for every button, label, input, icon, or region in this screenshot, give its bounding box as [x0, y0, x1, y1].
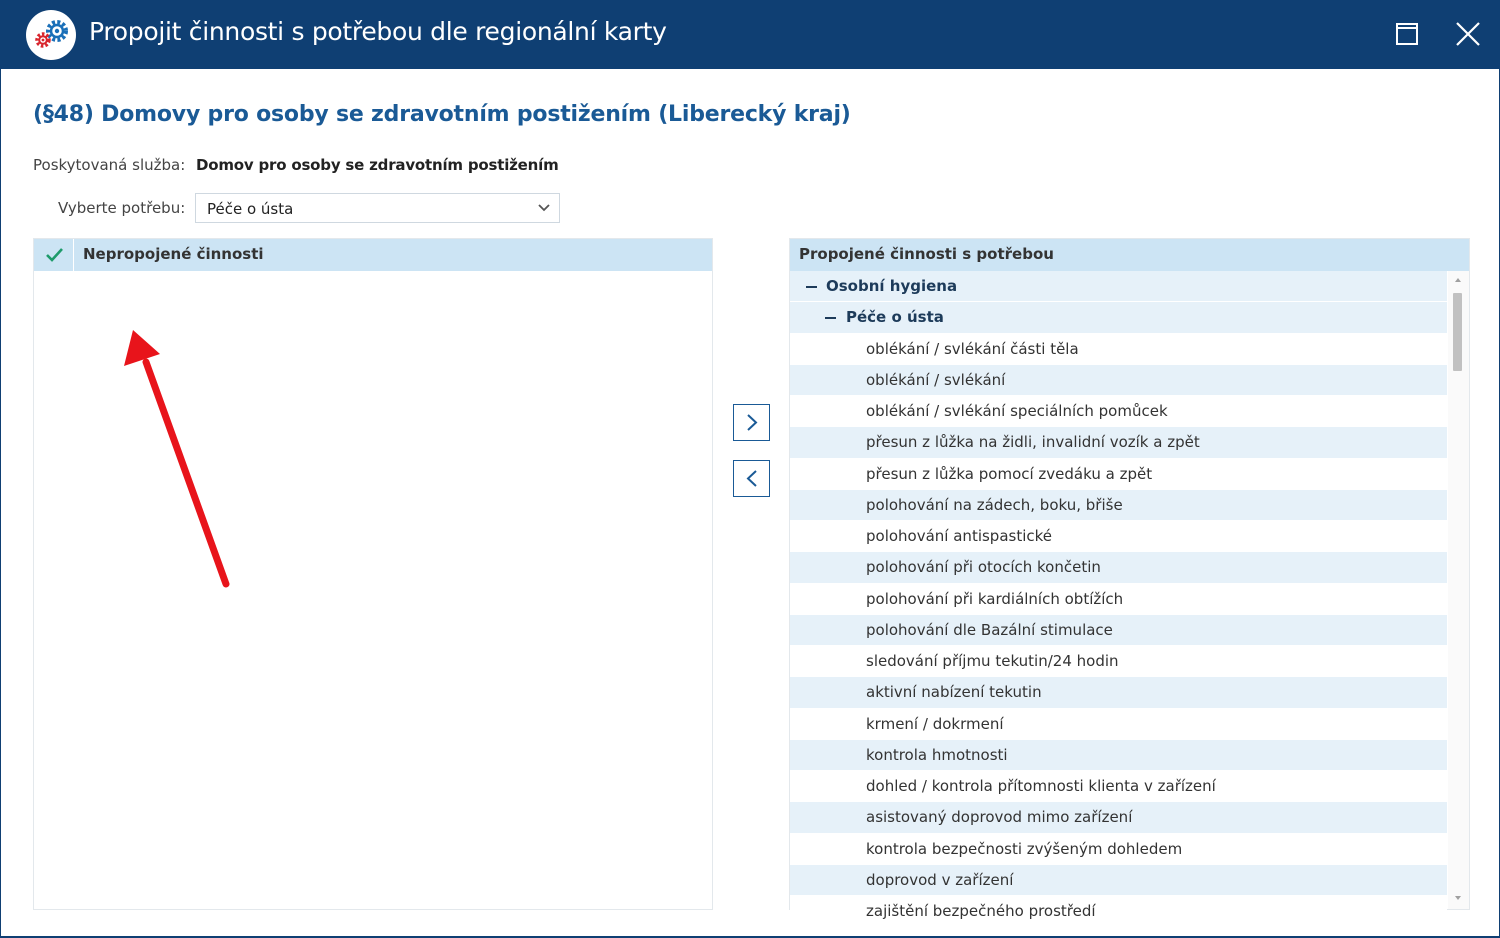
tree-item-label: polohování na zádech, boku, břiše	[866, 495, 1123, 514]
move-left-button[interactable]	[733, 460, 770, 497]
need-select[interactable]	[195, 193, 560, 223]
tree-item-row[interactable]	[790, 615, 1447, 646]
tree-item-row[interactable]	[790, 365, 1447, 396]
maximize-icon	[1390, 16, 1424, 52]
window-title: Propojit činnosti s potřebou dle regionální karty	[89, 17, 667, 46]
tree-item-label: kontrola bezpečnosti zvýšeným dohledem	[866, 839, 1183, 858]
tree-item-row[interactable]	[790, 709, 1447, 740]
tree-item-row[interactable]	[790, 896, 1447, 927]
tree-item-row[interactable]	[790, 771, 1447, 802]
tree-item-label: aktivní nabízení tekutin	[866, 683, 1042, 702]
tree-item-label: oblékání / svlékání speciálních pomůcek	[866, 402, 1168, 420]
page-title: (§48) Domovy pro osoby se zdravotním postižením (Liberecký kraj)	[33, 102, 851, 127]
tree-item-row[interactable]	[790, 677, 1447, 708]
scroll-up-icon[interactable]	[1454, 277, 1462, 283]
service-value: Domov pro osoby se zdravotním postižením	[196, 156, 559, 174]
tree-group-row[interactable]	[790, 271, 1447, 302]
tree-item-label: polohování dle Bazální stimulace	[866, 620, 1113, 639]
tree-item-label: zajištění bezpečného prostředí	[866, 902, 1096, 920]
tree-item-label: polohování antispastické	[866, 527, 1053, 545]
tree-item-label: polohování při kardiálních obtížích	[866, 589, 1124, 608]
tree-item-row[interactable]	[790, 865, 1447, 896]
service-label: Poskytovaná služba:	[33, 156, 186, 174]
tree-subgroup-label: Péče o ústa	[846, 308, 944, 327]
tree-item-label: sledování příjmu tekutin/24 hodin	[866, 652, 1119, 670]
close-button[interactable]	[1451, 16, 1485, 52]
tree-item-label: krmení / dokrmení	[866, 714, 1004, 733]
linked-activities-panel	[789, 238, 1470, 920]
tree-item-row[interactable]	[790, 740, 1447, 771]
tree-subgroup-row[interactable]	[790, 302, 1447, 333]
tree-item-row[interactable]	[790, 584, 1447, 615]
chevron-left-icon	[743, 469, 761, 488]
tree-item-label: přesun z lůžka pomocí zvedáku a zpět	[866, 464, 1153, 483]
move-right-button[interactable]	[733, 404, 770, 441]
tree-item-row[interactable]	[790, 521, 1447, 552]
tree-scrollbar[interactable]	[1448, 271, 1469, 909]
collapse-icon[interactable]	[806, 286, 817, 288]
tree-item-row[interactable]	[790, 552, 1447, 583]
unlinked-activities-panel	[33, 238, 713, 910]
unlinked-activities-header	[34, 239, 712, 271]
tree-item-row[interactable]	[790, 459, 1447, 490]
tree-item-label: oblékání / svlékání	[866, 370, 1006, 389]
need-label: Vyberte potřebu:	[58, 199, 186, 217]
unlinked-activities-title: Nepropojené činnosti	[83, 245, 264, 263]
tree-item-label: oblékání / svlékání části těla	[866, 339, 1079, 358]
linked-activities-title: Propojené činnosti s potřebou	[799, 245, 1054, 263]
tree-group-label: Osobní hygiena	[826, 277, 958, 295]
tree-item-row[interactable]	[790, 427, 1447, 458]
title-bar	[0, 0, 1500, 69]
tree-item-label: asistovaný doprovod mimo zařízení	[866, 808, 1133, 827]
tree-item-row[interactable]	[790, 334, 1447, 365]
maximize-button[interactable]	[1390, 16, 1424, 52]
close-icon	[1451, 16, 1485, 52]
linked-activities-header	[790, 239, 1469, 271]
tree-item-row[interactable]	[790, 646, 1447, 677]
scroll-down-icon[interactable]	[1454, 895, 1462, 901]
chevron-down-icon	[537, 201, 551, 215]
linked-activities-tree	[790, 271, 1447, 920]
tree-item-label: doprovod v zařízení	[866, 870, 1014, 889]
tree-item-row[interactable]	[790, 802, 1447, 833]
tree-item-row[interactable]	[790, 396, 1447, 427]
tree-item-label: přesun z lůžka na židli, invalidní vozík a zpět	[866, 433, 1200, 452]
scroll-thumb[interactable]	[1453, 293, 1462, 371]
tree-item-label: kontrola hmotnosti	[866, 745, 1008, 764]
tree-item-label: dohled / kontrola přítomnosti klienta v zařízení	[866, 777, 1216, 795]
collapse-icon[interactable]	[825, 317, 836, 319]
tree-item-row[interactable]	[790, 490, 1447, 521]
tree-item-row[interactable]	[790, 834, 1447, 865]
chevron-right-icon	[743, 413, 761, 432]
tree-item-label: polohování při otocích končetin	[866, 558, 1101, 577]
select-all-checkbox[interactable]	[34, 239, 74, 271]
checkmark-icon	[45, 246, 65, 264]
gears-icon	[26, 10, 76, 60]
need-select-value: Péče o ústa	[207, 200, 294, 218]
